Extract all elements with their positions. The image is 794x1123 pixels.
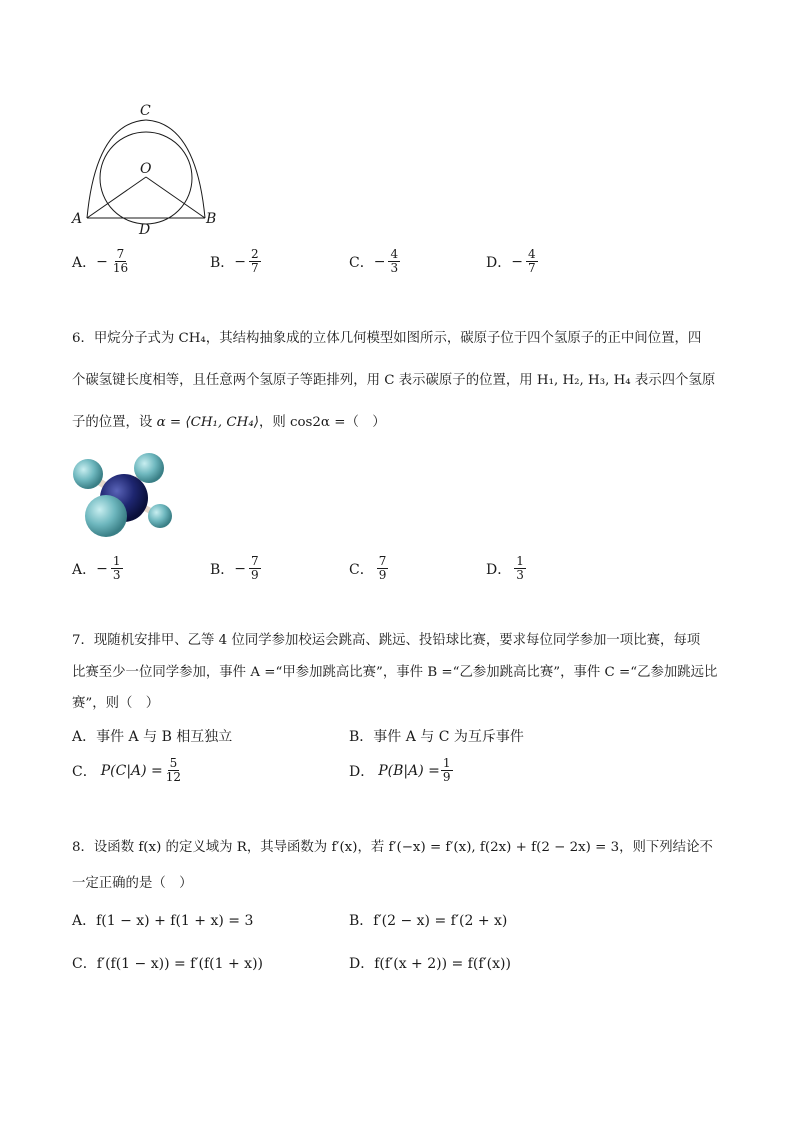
q8-line-1: 8．设函数 f(x) 的定义域为 R，其导函数为 f′(x)，若 f′(−x) = f′(x), f(2x) + f(2 − 2x) = 3，则下列结论不 [72,840,713,855]
q5-option-b[interactable]: B． − $\frac{2}{7}$ [210,247,259,275]
fraction: $\frac{4}{7}$ [527,247,536,275]
fraction: $\frac{1}{9}$ [442,756,451,784]
hydrogen-atom-4 [85,495,127,537]
q6-line-2: 个碳氢键长度相等，且任意两个氢原子等距排列，用 C 表示碳原子的位置，用 H₁, H₂, H₃, H₄ 表示四个氢原 [72,373,716,388]
fraction: $\frac{7}{16}$ [112,247,129,275]
fraction: $\frac{7}{9}$ [251,554,259,582]
fraction: $\frac{1}{3}$ [516,554,524,582]
fraction: $\frac{4}{3}$ [390,247,399,275]
q5-option-a[interactable]: A． − $\frac{7}{16}$ [72,247,129,275]
q7-line-1: 7．现随机安排甲、乙等 4 位同学参加校运会跳高、跳远、投铅球比赛，要求每位同学参加一项比赛，每项 [72,633,701,648]
q5-option-d[interactable]: D． − $\frac{4}{7}$ [486,247,536,275]
inscribed-circle [100,132,192,224]
q7-option-c[interactable]: C． P(C|A) = $\frac{5}{12}$ [72,756,182,784]
q6-option-a[interactable]: A． − $\frac{1}{3}$ [72,554,121,582]
q8-line-2: 一定正确的是（ ） [72,876,193,891]
q5-geometry-figure [68,98,228,238]
label-o: O [140,161,152,177]
q7-line-3: 赛”，则（ ） [72,696,160,711]
label-c: C [140,103,151,119]
methane-molecule-figure [68,450,180,540]
fraction: $\frac{5}{12}$ [165,756,182,784]
angle-expression: α = ⟨CH₁, CH₄⟩ [156,415,259,430]
q7-line-2: 比赛至少一位同学参加，事件 A =“甲参加跳高比赛”，事件 B =“乙参加跳高比赛”，事件 C =“乙参加跳远比 [72,665,718,680]
arc-right [146,120,205,218]
label-a: A [72,211,83,227]
fraction: $\frac{1}{3}$ [112,554,121,582]
q7-option-a[interactable]: A．事件 A 与 B 相互独立 [72,729,233,745]
fraction: $\frac{2}{7}$ [251,247,259,275]
q7-option-b[interactable]: B．事件 A 与 C 为互斥事件 [349,729,524,745]
arc-left [87,120,146,218]
hydrogen-atom-1 [73,459,103,489]
fraction: $\frac{7}{9}$ [378,554,387,582]
q7-option-d[interactable]: D． P(B|A) = $\frac{1}{9}$ [349,756,451,784]
q8-option-a[interactable]: A．f(1 − x) + f(1 + x) = 3 [72,913,254,929]
hydrogen-atom-3 [148,504,172,528]
q6-option-d[interactable]: D． $\frac{1}{3}$ [486,554,524,582]
q6-option-c[interactable]: C． $\frac{7}{9}$ [349,554,387,582]
q5-option-c[interactable]: C． − $\frac{4}{3}$ [349,247,399,275]
q8-option-c[interactable]: C．f′(f(1 − x)) = f′(f(1 + x)) [72,956,263,972]
segment-ob [146,177,205,218]
q6-line-3: 子的位置，设 α = ⟨CH₁, CH₄⟩，则 cos2α =（ ） [72,415,386,430]
q6-line-1: 6．甲烷分子式为 CH₄，其结构抽象成的立体几何模型如图所示，碳原子位于四个氢原子的正中间位置，四 [72,331,702,346]
q8-option-b[interactable]: B．f′(2 − x) = f′(2 + x) [349,913,508,929]
segment-oa [87,177,146,218]
hydrogen-atom-2 [134,453,164,483]
q6-option-b[interactable]: B． − $\frac{7}{9}$ [210,554,259,582]
label-d: D [139,222,151,238]
label-b: B [206,211,217,227]
q8-option-d[interactable]: D．f(f′(x + 2)) = f(f′(x)) [349,956,511,972]
